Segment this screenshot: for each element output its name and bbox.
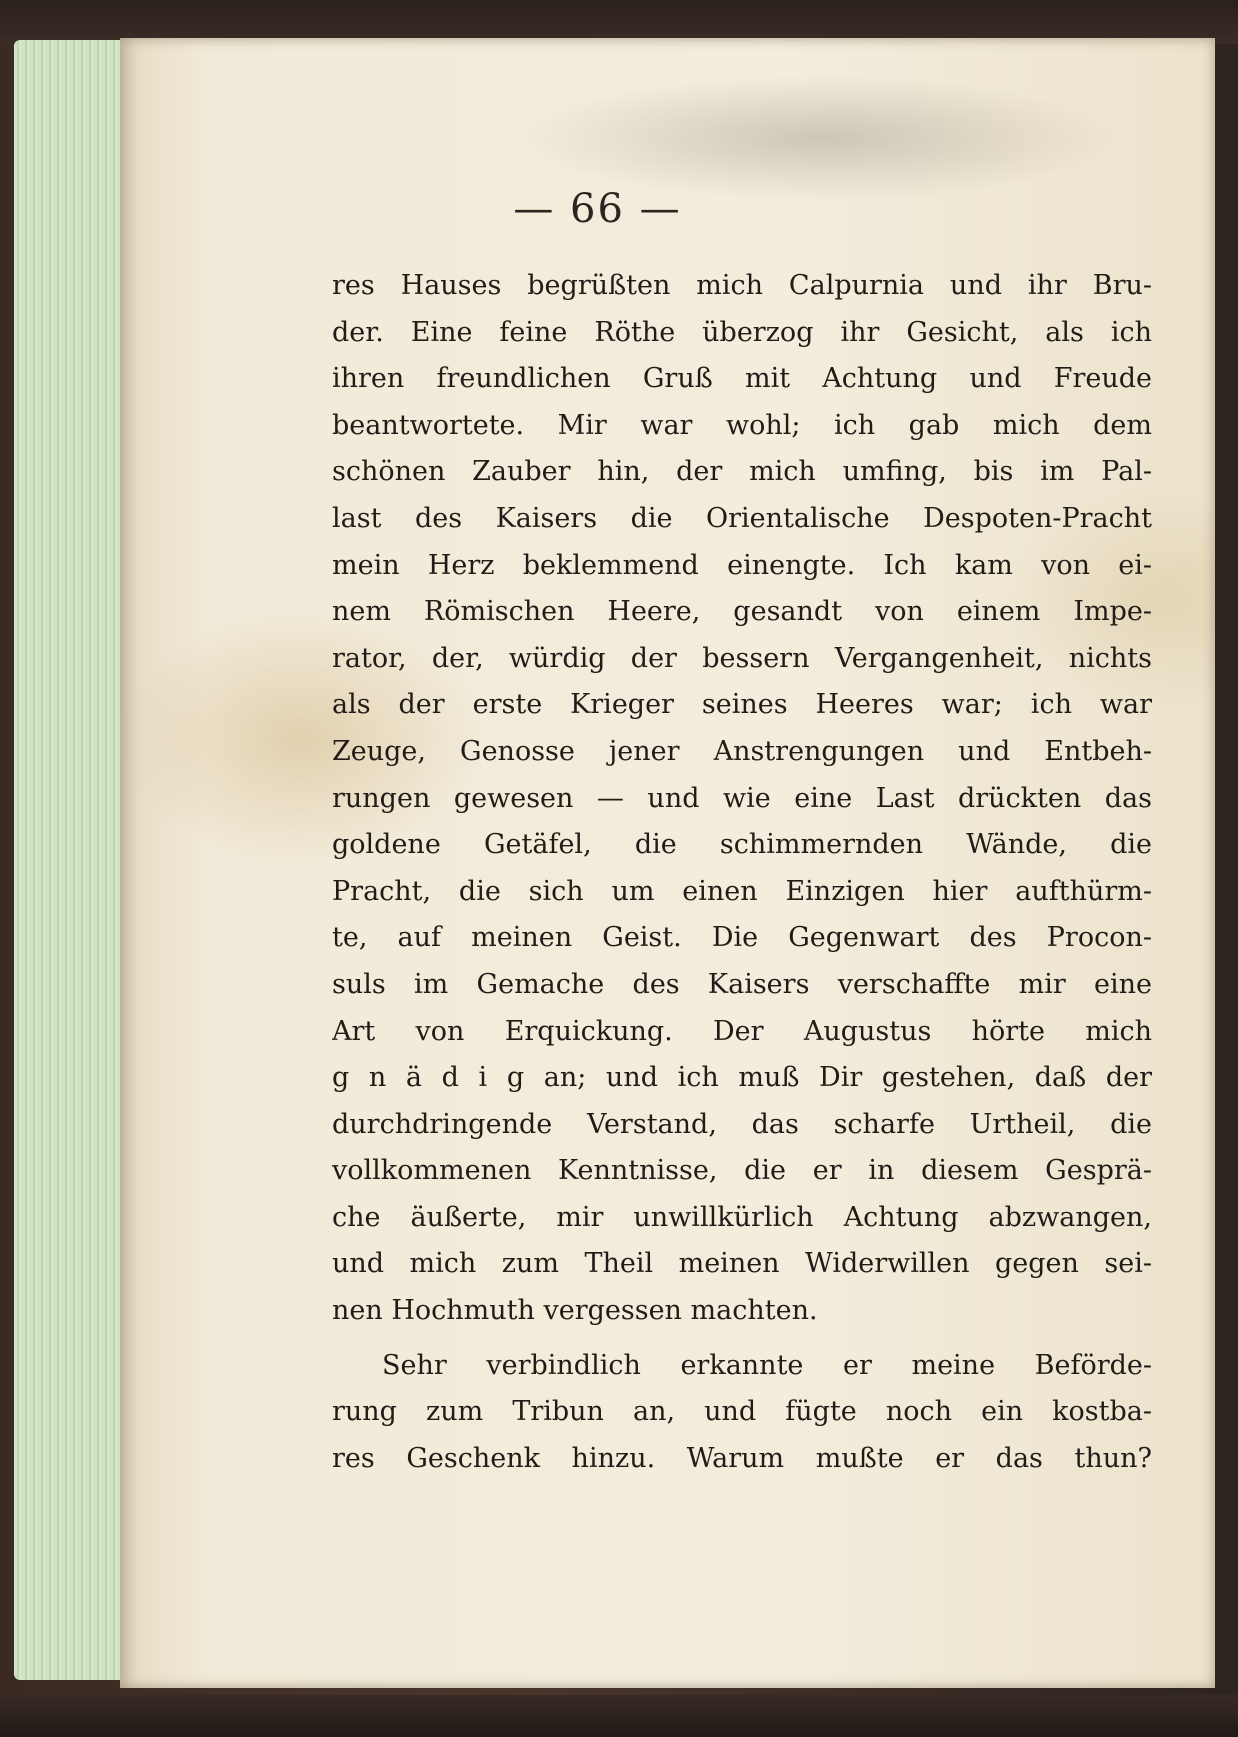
- text-line: Sehr verbindlich erkannte er meine Beförde-: [382, 1349, 1152, 1381]
- text-line: res Geschenk hinzu. Warum mußte er das thun?: [332, 1442, 1152, 1474]
- page-number: — 66 —: [513, 186, 682, 232]
- text-line: rator, der, würdig der bessern Vergangenheit, nichts: [332, 642, 1152, 674]
- text-line: suls im Gemache des Kaisers verschaffte mir eine: [332, 968, 1152, 1000]
- text-line: vollkommenen Kenntnisse, die er in diesem Gesprä-: [332, 1155, 1152, 1187]
- text-line: che äußerte, mir unwillkürlich Achtung abzwangen,: [332, 1201, 1152, 1233]
- paragraph: [332, 1343, 1152, 1483]
- text-line: rung zum Tribun an, und fügte noch ein kostba-: [332, 1396, 1152, 1428]
- text-line: nem Römischen Heere, gesandt von einem Impe-: [332, 596, 1152, 628]
- text-line: beantwortete. Mir war wohl; ich gab mich dem: [332, 409, 1152, 441]
- text-line: goldene Getäfel, die schimmernden Wände, die: [332, 829, 1152, 861]
- page-text: [332, 263, 1152, 1482]
- text-line: res Hauses begrüßten mich Calpurnia und ihr Bru-: [332, 270, 1152, 301]
- text-line: g n ä d i g an; und ich muß Dir gestehen, daß der: [332, 1062, 1152, 1094]
- text-line: nen Hochmuth vergessen machten.: [332, 1295, 818, 1327]
- book-cover-bottom: [0, 1695, 1238, 1737]
- text-line: ihren freundlichen Gruß mit Achtung und Freude: [332, 363, 1152, 395]
- text-line: mein Herz beklemmend einengte. Ich kam von ei-: [332, 549, 1152, 581]
- text-line: Pracht, die sich um einen Einzigen hier aufthürm-: [332, 875, 1152, 907]
- text-line: als der erste Krieger seines Heeres war; ich war: [332, 689, 1152, 721]
- book-page: [120, 38, 1215, 1688]
- text-line: der. Eine feine Röthe überzog ihr Gesicht, als ich: [332, 316, 1152, 348]
- text-line: te, auf meinen Geist. Die Gegenwart des Procon-: [332, 922, 1152, 954]
- text-line: Zeuge, Genosse jener Anstrengungen und Entbeh-: [332, 735, 1152, 767]
- text-line: schönen Zauber hin, der mich umfing, bis im Pal-: [332, 456, 1152, 488]
- text-line: Art von Erquickung. Der Augustus hörte mich: [332, 1015, 1152, 1047]
- text-line: rungen gewesen — und wie eine Last drückten das: [332, 782, 1152, 814]
- text-line: durchdringende Verstand, das scharfe Urtheil, die: [332, 1108, 1152, 1140]
- text-line: last des Kaisers die Orientalische Despoten-Pracht: [332, 502, 1152, 534]
- text-line: und mich zum Theil meinen Widerwillen gegen sei-: [332, 1248, 1152, 1280]
- paragraph: [332, 263, 1152, 1335]
